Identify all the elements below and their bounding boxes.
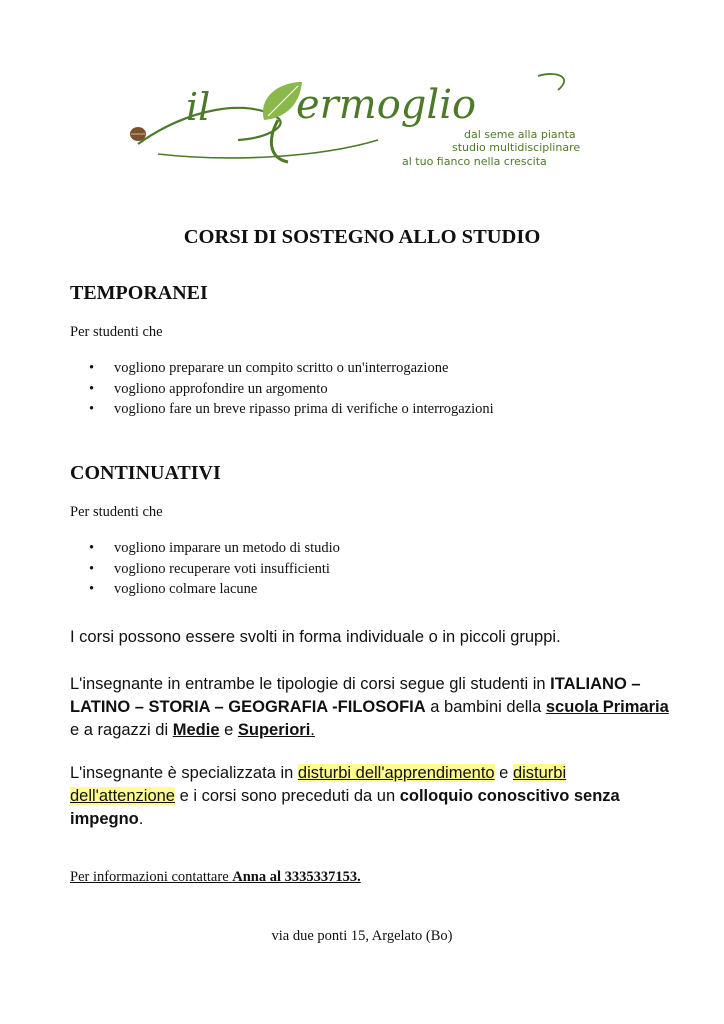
brand-name: ermoglio bbox=[296, 82, 477, 128]
school-primary: scuola Primaria bbox=[545, 698, 669, 716]
text-segment: L'insegnante è specializzata in bbox=[70, 764, 298, 782]
paragraph-specialization bbox=[70, 762, 670, 831]
section-heading-temporanei: TEMPORANEI bbox=[70, 282, 208, 304]
list-item: • vogliono approfondire un argomento bbox=[70, 379, 670, 400]
tagline-2: studio multidisciplinare bbox=[452, 141, 581, 154]
school-medie: Medie bbox=[172, 721, 220, 739]
address: via due ponti 15, Argelato (Bo) bbox=[271, 928, 453, 944]
text-segment: a bambini della bbox=[425, 698, 546, 716]
text-segment: e bbox=[494, 764, 513, 782]
section-continuativi bbox=[70, 462, 670, 600]
brand-il: il bbox=[186, 85, 211, 129]
list-item: • vogliono recuperare voti insufficienti bbox=[70, 559, 670, 580]
subjects-list: ITALIANO – LATINO – STORIA – GEOGRAFIA -FILOSOFIA bbox=[70, 675, 641, 716]
section-temporanei bbox=[70, 282, 670, 420]
text-segment: e bbox=[219, 721, 238, 739]
swoosh-right bbox=[538, 74, 564, 90]
school-superiori: Superiori bbox=[237, 721, 311, 739]
list-item: • vogliono preparare un compito scritto o un'interrogazione bbox=[70, 358, 670, 379]
highlight-attention-disorders: disturbi dell'attenzione bbox=[70, 764, 567, 805]
paragraph-course-format: I corsi possono essere svolti in forma individuale o in piccoli gruppi. bbox=[70, 628, 561, 646]
tagline-3: al tuo fianco nella crescita bbox=[402, 155, 547, 168]
contact-prefix: Per informazioni contattare bbox=[70, 869, 233, 885]
tagline-1: dal seme alla pianta bbox=[464, 128, 576, 141]
contact-line bbox=[70, 869, 361, 886]
section-heading-continuativi: CONTINUATIVI bbox=[70, 462, 221, 484]
list-item: • vogliono colmare lacune bbox=[70, 579, 670, 600]
logo-graphic bbox=[118, 58, 608, 176]
paragraph-subjects bbox=[70, 673, 670, 742]
logo bbox=[118, 58, 608, 176]
text-segment: . bbox=[138, 810, 144, 828]
bullet-list-continuativi bbox=[70, 538, 670, 600]
section-intro-temporanei: Per studenti che bbox=[70, 324, 163, 340]
text-segment: e i corsi sono preceduti da un bbox=[174, 787, 400, 805]
bullet-list-temporanei bbox=[70, 358, 670, 420]
contact-phone[interactable]: Anna al 3335337153. bbox=[232, 869, 361, 885]
list-item: • vogliono fare un breve ripasso prima di verifiche o interrogazioni bbox=[70, 399, 670, 420]
text-segment: . bbox=[310, 721, 315, 739]
page-title: CORSI DI SOSTEGNO ALLO STUDIO bbox=[183, 226, 541, 248]
section-intro-continuativi: Per studenti che bbox=[70, 504, 163, 520]
highlight-learning-disorders: disturbi dell'apprendimento bbox=[297, 764, 495, 782]
list-item: • vogliono imparare un metodo di studio bbox=[70, 538, 670, 559]
text-segment: e a ragazzi di bbox=[70, 721, 173, 739]
swoosh-bottom bbox=[158, 140, 378, 158]
free-consultation: colloquio conoscitivo senza impegno bbox=[70, 787, 620, 828]
text-segment: L'insegnante in entrambe le tipologie di corsi segue gli studenti in bbox=[70, 675, 551, 693]
